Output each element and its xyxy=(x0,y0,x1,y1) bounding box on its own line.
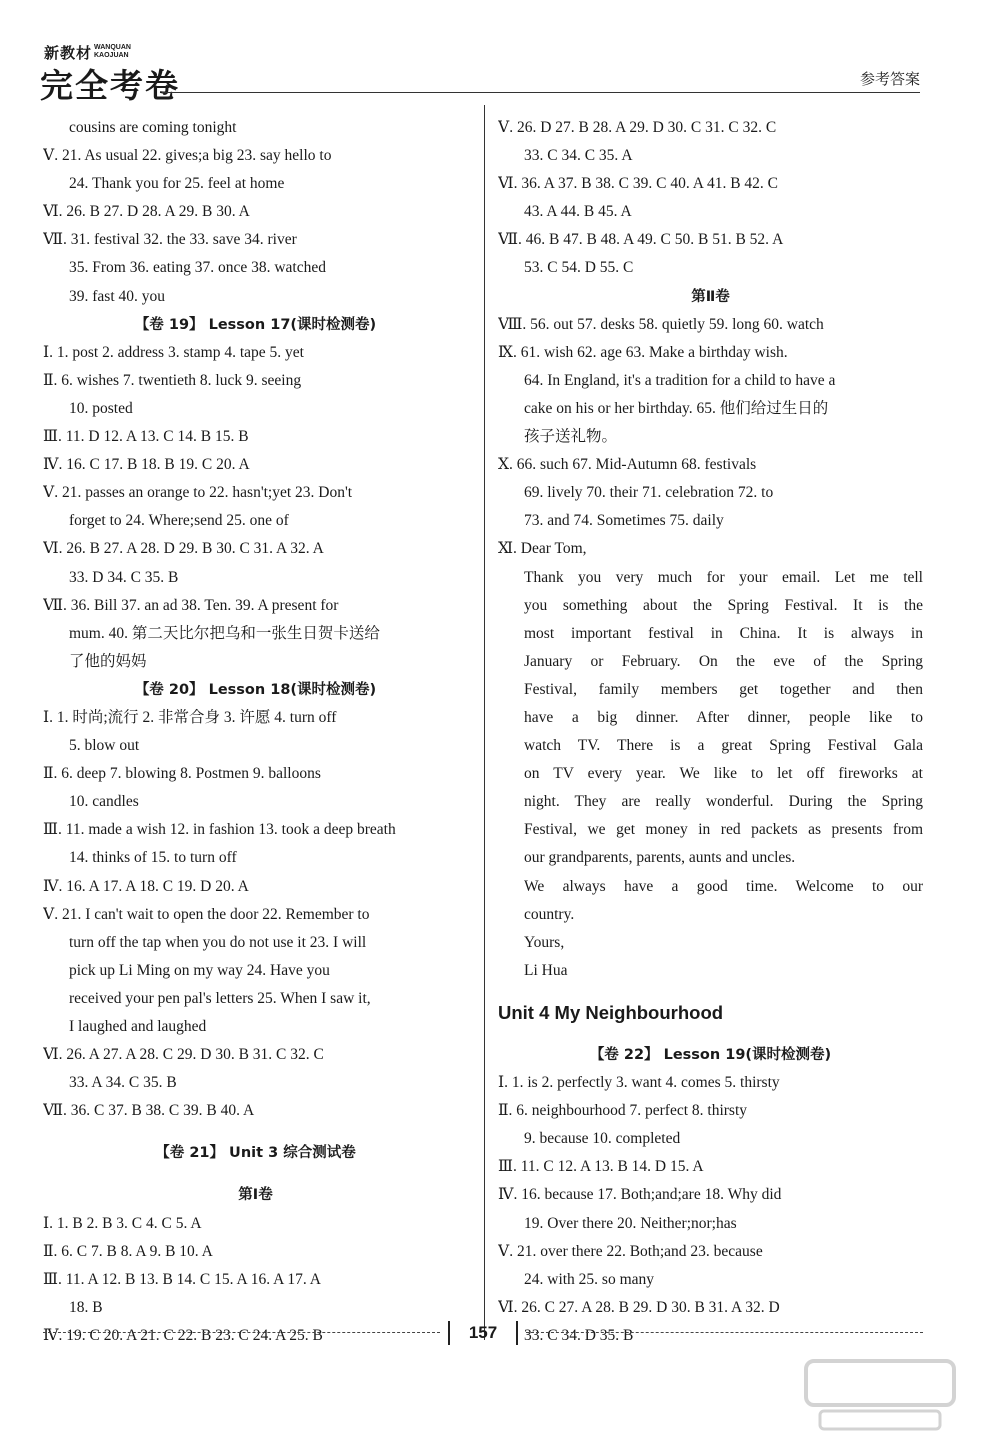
spacer xyxy=(43,1125,468,1139)
answer-line: watch TV. There is a great Spring Festival Gala xyxy=(524,737,923,755)
answer-line: 18. B xyxy=(69,1298,103,1316)
brand-label: 新教材 xyxy=(44,44,93,62)
answer-line: Ⅰ. 1. B 2. B 3. C 4. C 5. A xyxy=(43,1214,202,1232)
answer-line: 10. posted xyxy=(69,399,133,417)
answer-line: on TV every year. We like to let off fireworks at xyxy=(524,765,923,783)
answer-line: 33. C 34. C 35. A xyxy=(524,147,633,165)
spacer xyxy=(43,1167,468,1181)
answer-line: country. xyxy=(524,905,575,923)
answer-line: Ⅶ. 36. C 37. B 38. C 39. B 40. A xyxy=(43,1102,255,1120)
column-divider xyxy=(484,105,485,1340)
answer-line: Yours, xyxy=(524,933,565,951)
answer-line: night. They are really wonderful. During the Spring xyxy=(524,793,923,811)
answer-line: Ⅰ. 1. is 2. perfectly 3. want 4. comes 5. thirsty xyxy=(498,1074,780,1092)
answer-line: 39. fast 40. you xyxy=(69,287,166,305)
page-footer xyxy=(43,1318,923,1348)
page-number: 157 xyxy=(440,1318,526,1348)
answer-line: Ⅴ. 26. D 27. B 28. A 29. D 30. C 31. C 32. C xyxy=(498,119,777,136)
answer-line: 10. candles xyxy=(69,793,139,811)
page-header xyxy=(40,40,920,105)
section-heading: 第Ⅰ卷 xyxy=(238,1187,273,1204)
answer-line: Ⅱ. 6. wishes 7. twentieth 8. luck 9. seeing xyxy=(43,371,302,389)
answer-line: Festival, family members get together and then xyxy=(524,680,923,698)
answer-line: January or February. On the eve of the Spring xyxy=(524,652,923,670)
answer-line: Thank you very much for your email. Let me tell xyxy=(524,568,923,586)
footer-rule-right xyxy=(526,1332,923,1333)
header-divider xyxy=(162,92,920,93)
answer-line: our grandparents, parents, aunts and uncles. xyxy=(524,849,796,867)
answer-line: Ⅸ. 61. wish 62. age 63. Make a birthday wish. xyxy=(498,343,788,361)
answer-line: received your pen pal's letters 25. When I saw it, xyxy=(69,989,371,1007)
section-heading: 【卷 22】 Lesson 19(课时检测卷) xyxy=(589,1047,832,1063)
answer-line: Ⅱ. 6. C 7. B 8. A 9. B 10. A xyxy=(43,1242,213,1260)
answer-line: Ⅱ. 6. deep 7. blowing 8. Postmen 9. balloons xyxy=(43,765,321,783)
section-heading: 第Ⅱ卷 xyxy=(691,288,730,305)
answer-line: I laughed and laughed xyxy=(69,1018,207,1035)
answer-line: 33. D 34. C 35. B xyxy=(69,568,179,586)
answer-line: cousins are coming tonight xyxy=(69,119,237,136)
answer-line: Ⅶ. 31. festival 32. the 33. save 34. river xyxy=(43,231,297,249)
answer-line: have a big dinner. After dinner, people like to xyxy=(524,708,923,726)
answer-line: Ⅵ. 26. B 27. A 28. D 29. B 30. C 31. A 32. A xyxy=(43,540,324,558)
answer-line: 33. A 34. C 35. B xyxy=(69,1074,177,1092)
answer-line: mum. 40. 第二天比尔把乌和一张生日贺卡送给 xyxy=(69,624,380,642)
section-heading: 【卷 21】 Unit 3 综合测试卷 xyxy=(155,1145,356,1162)
unit-heading: Unit 4 My Neighbourhood xyxy=(498,1001,724,1023)
section-title: 参考答案 xyxy=(859,70,920,88)
answer-line: Ⅶ. 36. Bill 37. an ad 38. Ten. 39. A present for xyxy=(43,596,339,614)
section-heading: 【卷 20】 Lesson 18(课时检测卷) xyxy=(134,681,377,698)
section-heading: 【卷 19】 Lesson 17(课时检测卷) xyxy=(134,316,377,333)
answer-line: Ⅲ. 11. D 12. A 13. C 14. B 15. B xyxy=(43,428,249,446)
brand-pinyin xyxy=(94,44,131,60)
answer-line: Ⅷ. 56. out 57. desks 58. quietly 59. long 60. watch xyxy=(498,315,824,333)
answer-line: 35. From 36. eating 37. once 38. watched xyxy=(69,259,326,277)
answer-line: 73. and 74. Sometimes 75. daily xyxy=(524,512,724,530)
spacer xyxy=(498,985,923,999)
answer-line: Ⅵ. 26. B 27. D 28. A 29. B 30. A xyxy=(43,203,250,221)
answer-line: Ⅲ. 11. C 12. A 13. B 14. D 15. A xyxy=(498,1158,704,1176)
answer-line: Ⅳ. 16. because 17. Both;and;are 18. Why did xyxy=(498,1186,782,1204)
answer-line: 14. thinks of 15. to turn off xyxy=(69,849,237,867)
answer-line: 9. because 10. completed xyxy=(524,1130,681,1148)
answer-line: 64. In England, it's a tradition for a child to have a xyxy=(524,371,836,389)
answer-line: 24. Thank you for 25. feel at home xyxy=(69,175,285,193)
answer-line: cake on his or her birthday. 65. 他们给过生日的 xyxy=(524,399,829,417)
answer-line: 43. A 44. B 45. A xyxy=(524,203,632,221)
answer-line: 孩子送礼物。 xyxy=(524,428,618,446)
brand-pinyin-line-1: WANQUAN xyxy=(94,44,131,51)
brand-logo-title: 完全考卷 xyxy=(40,66,180,105)
right-column xyxy=(498,114,923,1350)
answer-line: 19. Over there 20. Neither;nor;has xyxy=(524,1214,737,1232)
answer-line: We always have a good time. Welcome to our xyxy=(524,877,923,895)
answer-line: Ⅵ. 26. C 27. A 28. B 29. D 30. B 31. A 32. D xyxy=(498,1298,780,1316)
answer-line: Ⅲ. 11. made a wish 12. in fashion 13. took a deep breath xyxy=(43,821,396,839)
answer-line: 24. with 25. so many xyxy=(524,1270,655,1288)
left-column xyxy=(43,114,468,1350)
answer-line: Ⅴ. 21. passes an orange to 22. hasn't;yet 23. Don't xyxy=(43,484,353,502)
answer-line: Ⅹ. 66. such 67. Mid-Autumn 68. festivals xyxy=(498,456,757,474)
answer-line: Ⅳ. 16. A 17. A 18. C 19. D 20. A xyxy=(43,877,249,895)
answer-line: 33. C 34. D 35. B xyxy=(524,1326,634,1344)
answer-line: Ⅰ. 1. post 2. address 3. stamp 4. tape 5. yet xyxy=(43,343,304,361)
answer-line: Ⅴ. 21. over there 22. Both;and 23. because xyxy=(498,1242,763,1260)
answer-line: Ⅴ. 21. As usual 22. gives;a big 23. say hello to xyxy=(43,147,332,165)
answer-line: Ⅳ. 16. C 17. B 18. B 19. C 20. A xyxy=(43,456,250,474)
answer-line: 69. lively 70. their 71. celebration 72. to xyxy=(524,484,774,502)
answer-line: most important festival in China. It is always in xyxy=(524,624,923,642)
answer-line: Ⅰ. 1. 时尚;流行 2. 非常合身 3. 许愿 4. turn off xyxy=(43,708,337,726)
answer-line: Ⅱ. 6. neighbourhood 7. perfect 8. thirsty xyxy=(498,1102,748,1120)
answer-line: you something about the Spring Festival. It is the xyxy=(524,596,923,614)
answer-line: Ⅳ. 19. C 20. A 21. C 22. B 23. C 24. A 25. B xyxy=(43,1326,323,1344)
answer-line: forget to 24. Where;send 25. one of xyxy=(69,512,289,530)
spacer xyxy=(498,1027,923,1041)
answer-line: Ⅵ. 26. A 27. A 28. C 29. D 30. B 31. C 32. C xyxy=(43,1046,324,1064)
watermark-logo xyxy=(800,1355,960,1435)
answer-line: 5. blow out xyxy=(69,737,140,755)
answer-line: 53. C 54. D 55. C xyxy=(524,259,634,277)
answer-line: Ⅶ. 46. B 47. B 48. A 49. C 50. B 51. B 52. A xyxy=(498,231,784,249)
answer-line: Ⅵ. 36. A 37. B 38. C 39. C 40. A 41. B 42. C xyxy=(498,175,778,193)
answer-line: Ⅲ. 11. A 12. B 13. B 14. C 15. A 16. A 17. A xyxy=(43,1270,321,1288)
footer-rule-left xyxy=(43,1332,440,1333)
answer-line: Li Hua xyxy=(524,961,568,979)
answer-line: pick up Li Ming on my way 24. Have you xyxy=(69,961,330,979)
answer-line: turn off the tap when you do not use it 23. I will xyxy=(69,933,367,951)
answer-line: Ⅴ. 21. I can't wait to open the door 22. Remember to xyxy=(43,905,370,923)
answer-line: 了他的妈妈 xyxy=(69,652,147,670)
answer-line: Festival, we get money in red packets as presents from xyxy=(524,821,923,839)
answer-line: Ⅺ. Dear Tom, xyxy=(498,540,587,558)
brand-pinyin-line-2: KAOJUAN xyxy=(94,52,129,59)
